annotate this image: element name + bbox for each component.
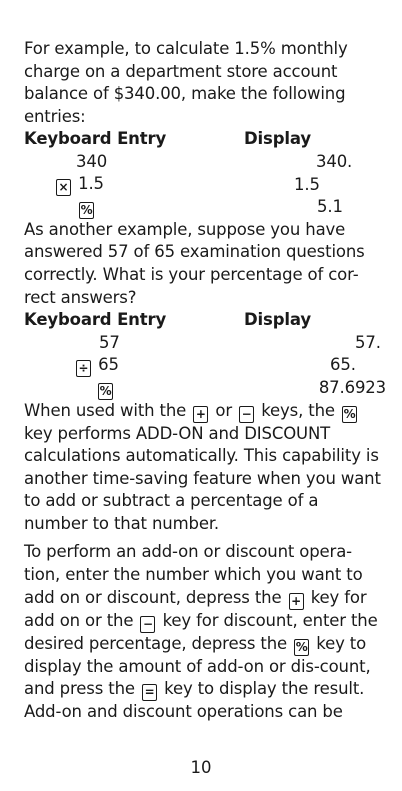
table2-row <box>24 377 386 400</box>
plus-key-icon: + <box>289 593 304 610</box>
minus-key-icon: − <box>140 616 155 633</box>
manual-page <box>24 38 386 724</box>
table1-header <box>24 128 386 151</box>
display-value: 65. <box>330 355 356 375</box>
table1-row <box>24 151 386 174</box>
table2-head-display: Display <box>244 310 311 330</box>
percent-key-icon: % <box>99 383 112 398</box>
entry-text: 340 <box>76 151 108 171</box>
equals-key-icon: = <box>142 684 157 701</box>
page-number: 10 <box>190 758 212 777</box>
table2-header <box>24 309 386 332</box>
table2-row <box>24 332 386 355</box>
entry-text: 57 <box>99 332 120 352</box>
multiply-key-icon: × <box>56 179 71 196</box>
table2-head-keyboard: Keyboard Entry <box>24 310 167 330</box>
display-value: 57. <box>355 332 381 352</box>
divide-key-icon: ÷ <box>76 360 91 377</box>
display-value: 87.6923 <box>318 377 386 397</box>
plus-key-icon: + <box>193 406 208 423</box>
addon-intro-paragraph: When used with the + or − keys, the % key performs ADD-ON and DISCOUNT calculations automatically. This capability is another time-saving feature when you want to add or subtract a percentage of a number to that number. <box>24 400 381 533</box>
example2-paragraph: As another example, suppose you have answered 57 of 65 examination questions correctly. What is your percentage of cor-rect answers? <box>24 219 365 307</box>
table1-head-keyboard: Keyboard Entry <box>24 129 167 149</box>
table1-row <box>24 196 386 219</box>
percent-key-icon: % <box>295 639 308 654</box>
display-value: 340. <box>316 151 353 171</box>
display-value: 1.5 <box>294 174 320 194</box>
closing-paragraph: Add-on and discount operations can be <box>24 702 343 722</box>
entry-text: 1.5 <box>78 174 104 194</box>
percent-key-icon: % <box>80 202 93 217</box>
table1-row <box>24 174 386 197</box>
table1-head-display: Display <box>244 129 311 149</box>
entry-text: 65 <box>98 355 119 375</box>
display-value: 5.1 <box>317 197 343 217</box>
intro-paragraph: For example, to calculate 1.5% monthly charge on a department store account balance of $340.00, make the following entries: <box>24 39 348 126</box>
addon-procedure-paragraph: To perform an add-on or discount opera-tion, enter the number which you want to add on or discount, depress the + key for add on or the − key for discount, enter the desired percentage, depress the % key to display the amount of add-on or dis-count, and press the = key to display the result. <box>24 542 378 700</box>
table2-row <box>24 354 386 377</box>
percent-key-icon: % <box>343 406 356 421</box>
minus-key-icon: − <box>239 406 254 423</box>
